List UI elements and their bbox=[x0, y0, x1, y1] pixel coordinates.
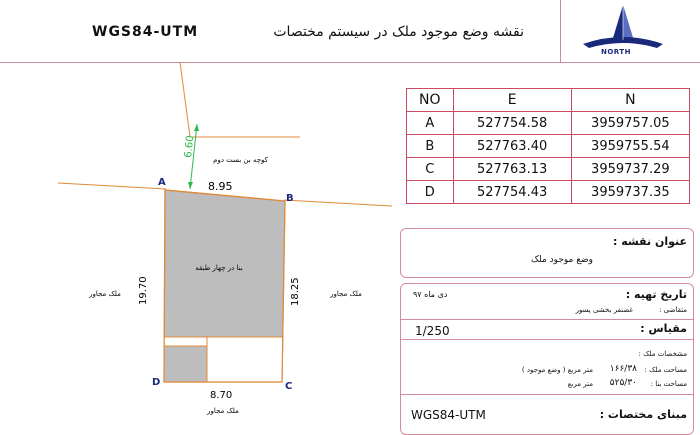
building-area-value: ۵۲۵/۳۰ bbox=[609, 378, 637, 388]
cell-n: 3959755.54 bbox=[571, 135, 689, 158]
title-box-value: وضع موجود ملک bbox=[530, 255, 593, 265]
table-row bbox=[407, 112, 690, 135]
scale-value: 1/250 bbox=[415, 324, 450, 338]
site-plan bbox=[0, 62, 400, 435]
cell-n: 3959737.29 bbox=[571, 158, 689, 181]
cell-no: A bbox=[407, 112, 454, 135]
table-header-row bbox=[407, 89, 690, 112]
base-value: WGS84-UTM bbox=[411, 408, 486, 422]
building-area-label: مساحت بنا : bbox=[650, 380, 687, 388]
map-title: نقشه وضع موجود ملک در سیستم مختصات bbox=[273, 24, 524, 40]
table-row bbox=[407, 135, 690, 158]
cell-no: B bbox=[407, 135, 454, 158]
date-value: دی ماه ۹۷ bbox=[413, 290, 448, 299]
lot-area-unit: متر مربع ( وضع موجود ) bbox=[521, 366, 593, 374]
corner-d: D bbox=[152, 377, 161, 388]
building-label: بنا در چهار طبقه bbox=[195, 264, 243, 272]
cell-e: 527754.43 bbox=[453, 181, 571, 204]
road-edge-bottom-right bbox=[284, 200, 392, 206]
neighbor-left: ملک مجاور bbox=[89, 290, 121, 298]
base-label: مبنای مختصات : bbox=[599, 408, 687, 421]
scale-label: مقیاس : bbox=[640, 322, 687, 335]
lot-area-value: ۱۶۶/۳۸ bbox=[609, 364, 637, 374]
table-row bbox=[407, 181, 690, 204]
dim-right: 18.25 bbox=[290, 277, 301, 306]
dim-left: 19.70 bbox=[138, 276, 149, 305]
corner-c: C bbox=[285, 381, 293, 392]
col-header-n: N bbox=[571, 89, 689, 112]
neighbor-bottom: ملک مجاور bbox=[207, 407, 239, 415]
building-area-unit: متر مربع bbox=[567, 380, 593, 388]
road-edge-bottom-left bbox=[58, 183, 166, 189]
applicant-value: غضنفر بخشی پسور bbox=[575, 306, 633, 314]
info-box bbox=[400, 283, 694, 435]
road-name-label: کوچه بن بست دوم bbox=[213, 156, 268, 164]
cell-e: 527763.40 bbox=[453, 135, 571, 158]
col-header-no: NO bbox=[407, 89, 454, 112]
title-box bbox=[400, 228, 694, 278]
dim-bottom: 8.70 bbox=[210, 390, 233, 401]
cell-n: 3959737.35 bbox=[571, 181, 689, 204]
corner-a: A bbox=[158, 177, 166, 188]
divider bbox=[401, 319, 693, 320]
cell-no: C bbox=[407, 158, 454, 181]
cell-no: D bbox=[407, 181, 454, 204]
applicant-label: متقاضی : bbox=[659, 306, 687, 314]
title-box-label: عنوان نقشه : bbox=[612, 235, 687, 248]
cell-e: 527754.58 bbox=[453, 112, 571, 135]
north-label: NORTH bbox=[601, 48, 632, 56]
cell-n: 3959757.05 bbox=[571, 112, 689, 135]
coordinate-table bbox=[406, 88, 690, 204]
cell-e: 527763.13 bbox=[453, 158, 571, 181]
divider bbox=[401, 394, 693, 395]
corner-b: B bbox=[286, 193, 294, 204]
specs-label: مشخصات ملک : bbox=[638, 350, 687, 358]
road-edge-left bbox=[180, 62, 190, 137]
table-row bbox=[407, 158, 690, 181]
lot-area-label: مساحت ملک : bbox=[644, 366, 687, 374]
divider bbox=[401, 339, 693, 340]
dim-top: 8.95 bbox=[208, 180, 233, 193]
col-header-e: E bbox=[453, 89, 571, 112]
annex-area bbox=[164, 346, 207, 382]
header-system: WGS84-UTM bbox=[92, 24, 199, 40]
road-width-label: 6.60 bbox=[183, 135, 197, 159]
neighbor-right: ملک مجاور bbox=[330, 290, 362, 298]
date-label: تاریخ تهیه : bbox=[625, 288, 687, 301]
